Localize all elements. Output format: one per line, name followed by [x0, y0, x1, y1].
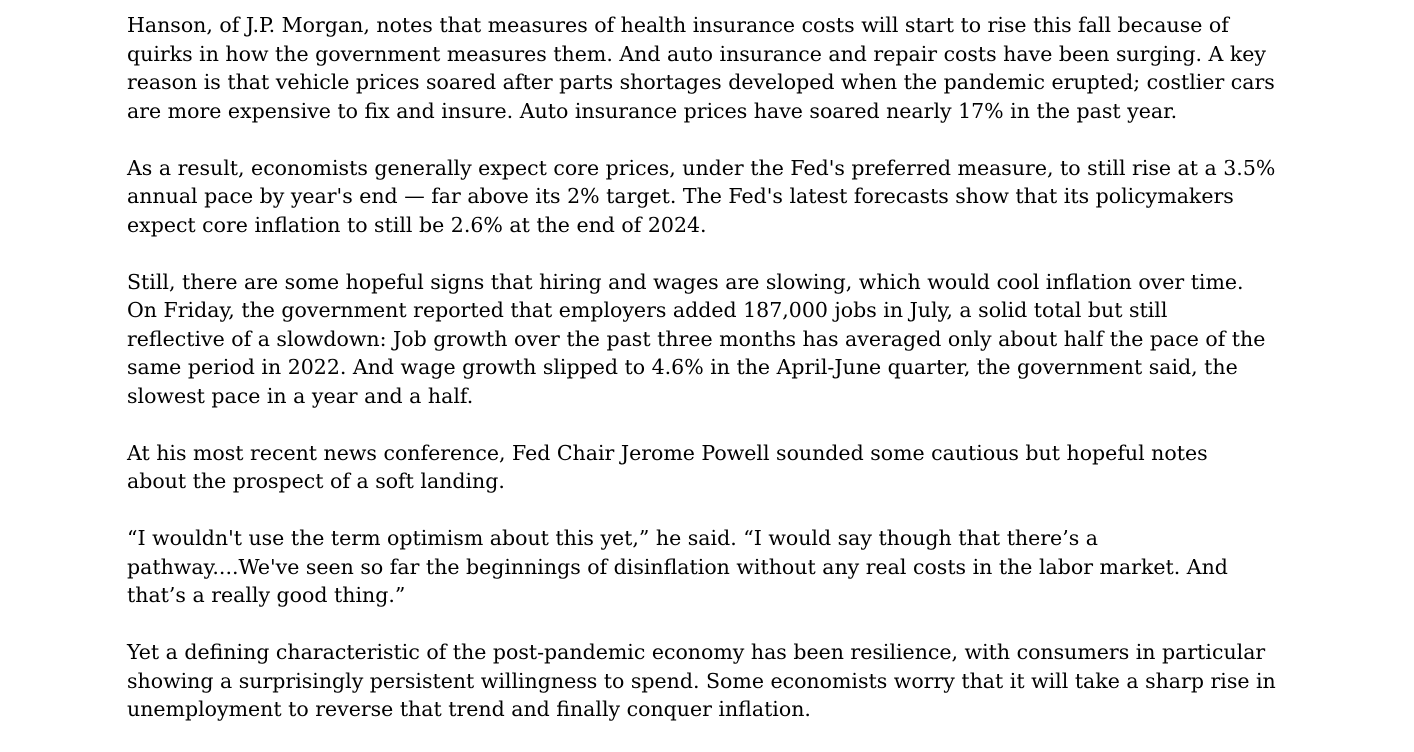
paragraph-line: pathway....We've seen so far the beginnings of disinflation without any real costs in the labor market. And	[127, 554, 1228, 579]
paragraph-line: reason is that vehicle prices soared after parts shortages developed when the pandemic erupted; costlier cars	[127, 70, 1275, 94]
paragraph-line: annual pace by year's end — far above its 2% target. The Fed's latest forecasts show that its policymakers	[127, 184, 1234, 208]
article-paragraph	[127, 524, 1327, 610]
paragraph-line: unemployment to reverse that trend and finally conquer inflation.	[127, 697, 811, 721]
paragraph-line: “I wouldn't use the term optimism about this yet,” he said. “I would say though that there’s a	[127, 526, 1098, 550]
paragraph-line: quirks in how the government measures them. And auto insurance and repair costs have been surging. A key	[127, 41, 1266, 66]
paragraph-line: Hanson, of J.P. Morgan, notes that measures of health insurance costs will start to rise this fall because of	[127, 13, 1229, 37]
paragraph-line: Yet a defining characteristic of the post-pandemic economy has been resilience, with consumers in particular	[127, 640, 1266, 664]
article-body	[127, 11, 1327, 752]
paragraph-line: As a result, economists generally expect core prices, under the Fed's preferred measure, to still rise at a 3.5%	[127, 155, 1276, 180]
article-paragraph	[127, 439, 1327, 496]
paragraph-line: Still, there are some hopeful signs that hiring and wages are slowing, which would cool inflation over time.	[127, 269, 1244, 294]
paragraph-line: showing a surprisingly persistent willingness to spend. Some economists worry that it will take a sharp rise in	[127, 668, 1276, 693]
paragraph-line: On Friday, the government reported that employers added 187,000 jobs in July, a solid total but still	[127, 298, 1168, 322]
paragraph-line: reflective of a slowdown: Job growth over the past three months has averaged only about half the pace of the	[127, 326, 1266, 351]
article-paragraph	[127, 638, 1327, 724]
paragraph-line: are more expensive to fix and insure. Auto insurance prices have soared nearly 17% in the past year.	[127, 98, 1178, 123]
paragraph-line: At his most recent news conference, Fed Chair Jerome Powell sounded some cautious but hopeful notes	[127, 440, 1208, 465]
paragraph-line: expect core inflation to still be 2.6% at the end of 2024.	[127, 212, 707, 237]
article-paragraph	[127, 154, 1327, 240]
article-paragraph	[127, 11, 1327, 125]
paragraph-line: that’s a really good thing.”	[127, 583, 406, 607]
article-paragraph	[127, 268, 1327, 411]
paragraph-line: slowest pace in a year and a half.	[127, 383, 474, 408]
paragraph-line: same period in 2022. And wage growth slipped to 4.6% in the April-June quarter, the government said, the	[127, 355, 1238, 379]
paragraph-line: about the prospect of a soft landing.	[127, 469, 505, 493]
